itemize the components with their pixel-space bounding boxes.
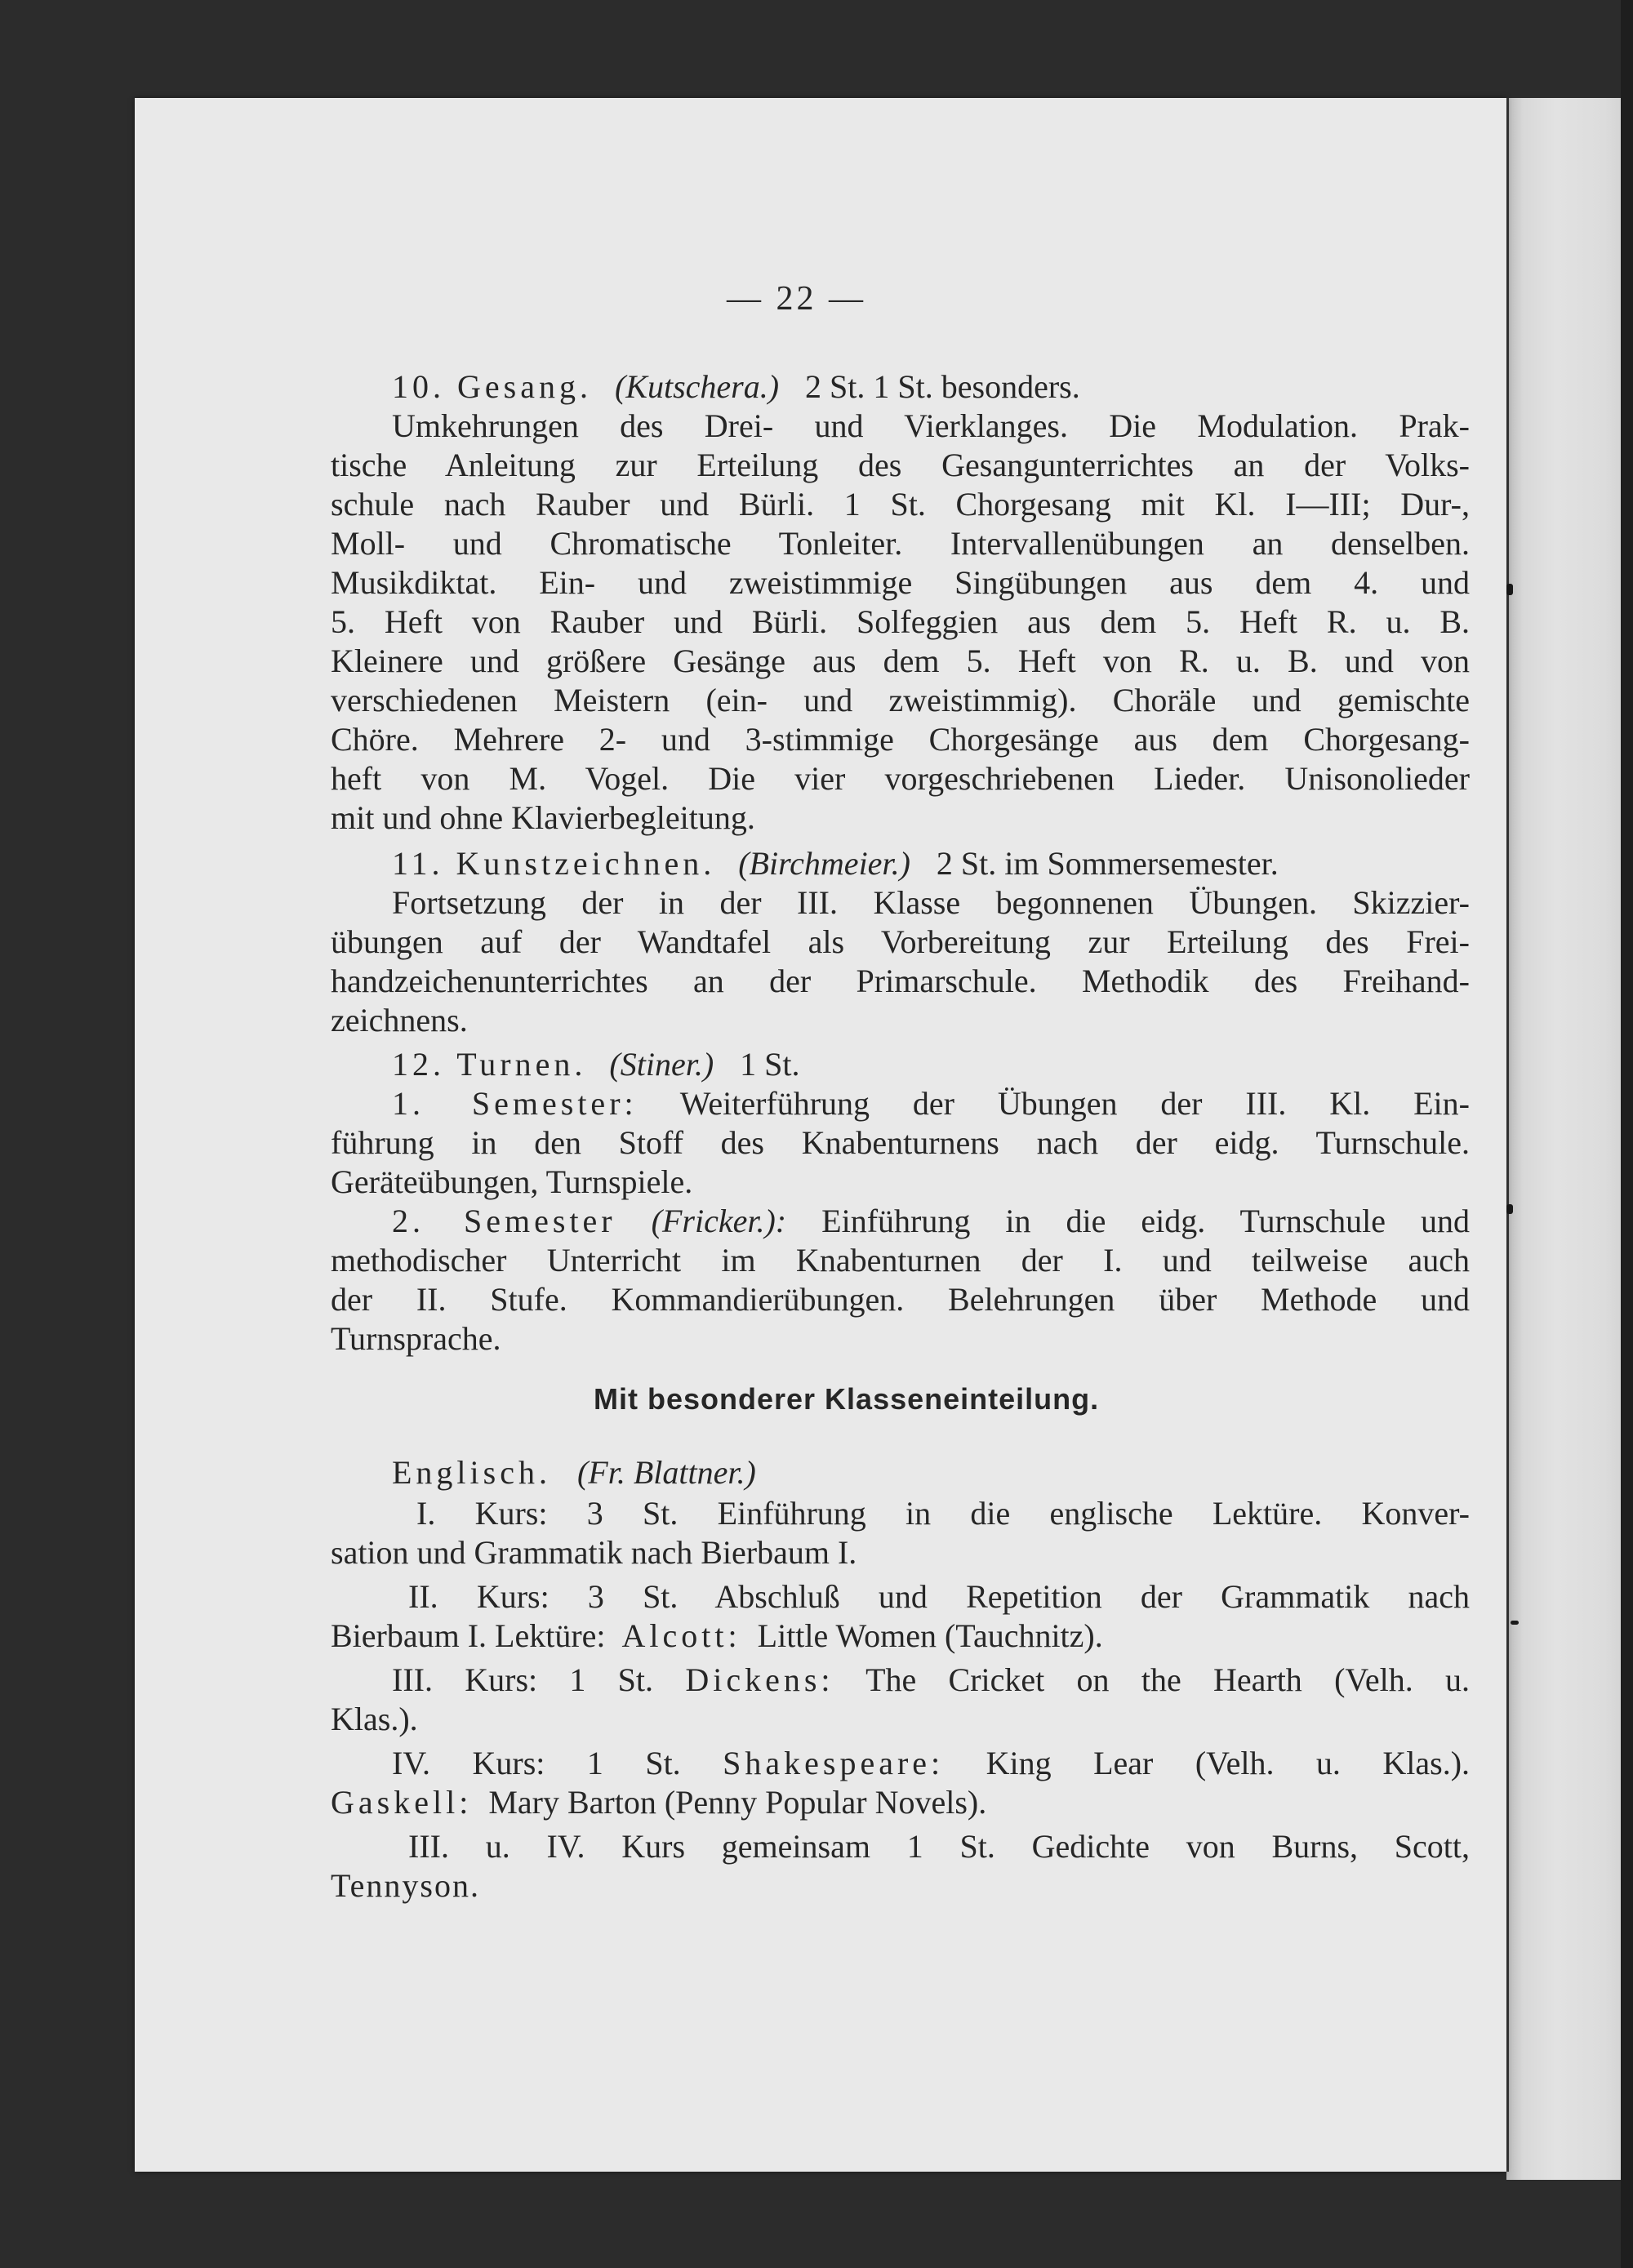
text-segment: III. Kurs: 1 St. [392,1661,654,1698]
section-title: 11. Kunstzeichnen. [392,845,716,882]
section-title: Englisch. [392,1454,551,1491]
author-name: Dickens: [685,1661,834,1698]
teacher-name: (Stiner.) [609,1046,714,1083]
page-number: — 22 — [727,280,866,318]
text-line: verschiedenen Meistern (ein- und zweistimmig). Choräle und gemischte [331,682,1470,718]
text-segment: The Cricket on the Hearth (Velh. u. [865,1661,1470,1698]
text-line: zeichnens. [331,1002,468,1038]
text-line: 5. Heft von Rauber und Bürli. Solfeggien aus dem 5. Heft R. u. B. [331,603,1470,640]
text-line: I. Kurs: 3 St. Einführung in die englische Lektüre. Konver- [416,1495,1470,1532]
teacher-name: (Kutschera.) [614,368,780,405]
text-line: mit und ohne Klavierbegleitung. [331,799,755,836]
text-line: heft von M. Vogel. Die vier vorgeschriebenen Lieder. Unisonolieder [331,760,1470,797]
text-line: Tennyson. [331,1867,480,1904]
section-heading: Mit besonderer Klasseneinteilung. [594,1382,1100,1416]
text-line: Fortsetzung der in der III. Klasse begonnenen Übungen. Skizzier- [392,884,1470,921]
binding-mark [1506,1204,1513,1214]
text-line: handzeichenunterrichtes an der Primarschule. Methodik des Freihand- [331,963,1470,999]
text-line: Moll- und Chromatische Tonleiter. Intervallenübungen an denselben. [331,525,1470,562]
author-name: Gaskell: [331,1784,473,1821]
english-header [392,1453,756,1492]
semester-label: 1. Semester: [392,1085,638,1122]
author-name: Shakespeare: [723,1745,945,1781]
binding-mark [1506,584,1513,595]
text-line: Umkehrungen des Drei- und Vierklanges. Die Modulation. Prak- [392,407,1470,444]
section-title: 12. Turnen. [392,1046,587,1083]
scan-border [1621,0,1633,2268]
document-page [135,98,1506,2172]
text-line: schule nach Rauber und Bürli. 1 St. Chorgesang mit Kl. I—III; Dur-, [331,486,1470,523]
kurs-2-line-b [331,1617,1103,1656]
text-line: der II. Stufe. Kommandierübungen. Belehrungen über Methode und [331,1281,1470,1318]
text-line: Kleinere und größere Gesänge aus dem 5. Heft von R. u. B. und von [331,643,1470,679]
text-line: II. Kurs: 3 St. Abschluß und Repetition der Grammatik nach [408,1578,1470,1615]
semester-1-line [392,1084,1470,1123]
text-line: III. u. IV. Kurs gemeinsam 1 St. Gedichte von Burns, Scott, [408,1828,1470,1865]
kurs-4-line-b [331,1783,986,1822]
text-line: Turnsprache. [331,1320,501,1357]
text-segment: Bierbaum I. Lektüre: [331,1617,606,1654]
semester-text: Einführung in die eidg. Turnschule und [821,1203,1471,1239]
kurs-4-line-a [392,1744,1470,1783]
text-segment: King Lear (Velh. u. Klas.). [986,1745,1471,1781]
teacher-name: (Fricker.): [651,1203,787,1239]
semester-2-line [392,1202,1470,1241]
semester-text: Weiterführung der Übungen der III. Kl. Ein- [679,1085,1470,1122]
section-title: 10. Gesang. [392,368,592,405]
section-11-header [392,844,1279,883]
binding-mark [1511,1621,1519,1625]
text-line: führung in den Stoff des Knabenturnens nach der eidg. Turnschule. [331,1124,1470,1161]
text-line: Chöre. Mehrere 2- und 3-stimmige Chorgesänge aus dem Chorgesang- [331,721,1470,758]
teacher-name: (Fr. Blattner.) [576,1454,756,1491]
author-name: Alcott: [621,1617,741,1654]
kurs-3-line-a [392,1661,1470,1700]
text-line: übungen auf der Wandtafel als Vorbereitung zur Erteilung des Frei- [331,923,1470,960]
teacher-name: (Birchmeier.) [738,845,910,882]
semester-label: 2. Semester [392,1203,616,1239]
text-line: Klas.). [331,1701,418,1737]
hours: 1 St. [740,1046,800,1083]
section-12-header [392,1045,800,1084]
text-line: Geräteübungen, Turnspiele. [331,1163,693,1200]
section-10-header [392,367,1080,407]
text-line: Musikdiktat. Ein- und zweistimmige Singübungen aus dem 4. und [331,564,1470,601]
adjacent-page-edge [1506,98,1633,2180]
text-segment: Mary Barton (Penny Popular Novels). [488,1784,987,1821]
text-line: sation und Grammatik nach Bierbaum I. [331,1534,857,1571]
text-segment: Little Women (Tauchnitz). [757,1617,1103,1654]
hours: 2 St. 1 St. besonders. [805,368,1080,405]
hours: 2 St. im Sommersemester. [936,845,1279,882]
text-segment: IV. Kurs: 1 St. [392,1745,681,1781]
text-line: tische Anleitung zur Erteilung des Gesangunterrichtes an der Volks- [331,447,1470,483]
text-line: methodischer Unterricht im Knabenturnen der I. und teilweise auch [331,1242,1470,1279]
